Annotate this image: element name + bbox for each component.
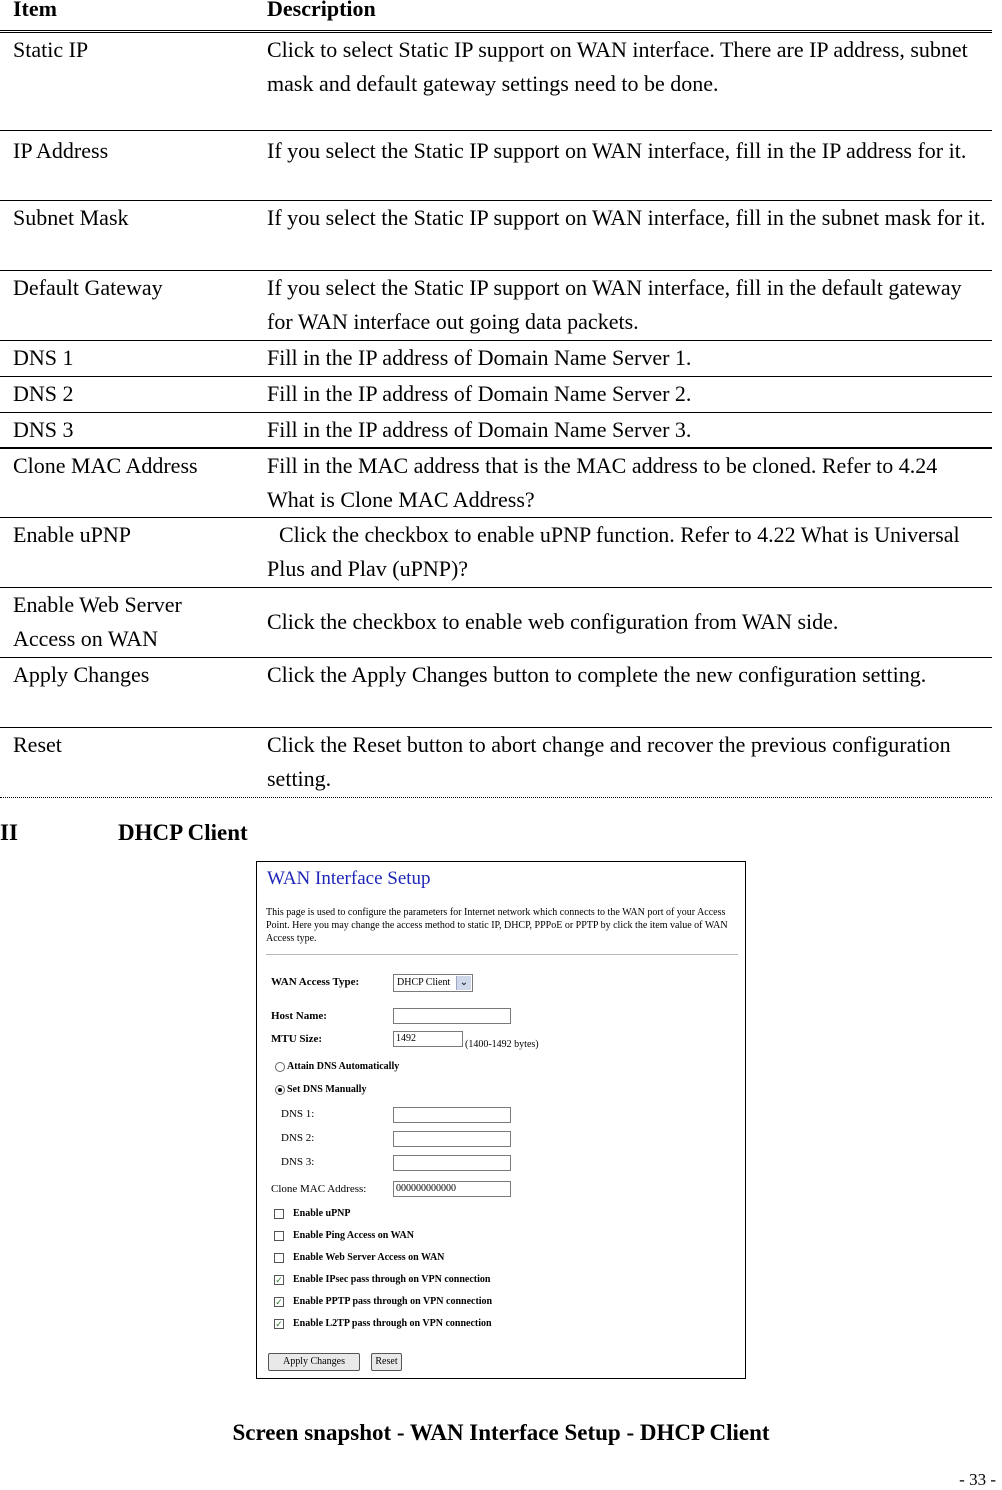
enable-web-server-checkbox[interactable] <box>274 1253 284 1263</box>
header-item: Item <box>13 0 57 21</box>
enable-ping-label: Enable Ping Access on WAN <box>293 1230 414 1241</box>
chevron-down-icon[interactable]: ⌄ <box>456 976 471 990</box>
header-description: Description <box>267 0 376 21</box>
attain-dns-label: Attain DNS Automatically <box>287 1061 400 1072</box>
row-description: Click the checkbox to enable web configuration from WAN side. <box>267 609 839 634</box>
table-row <box>0 131 992 201</box>
mtu-size-input[interactable]: 1492 <box>393 1031 463 1047</box>
apply-changes-button[interactable]: Apply Changes <box>268 1353 360 1371</box>
wan-setup-title: WAN Interface Setup <box>267 868 431 889</box>
table-header <box>0 0 992 33</box>
row-item: Clone MAC Address <box>13 453 198 478</box>
wan-setup-intro: This page is used to configure the parameters for Internet network which connects to the WAN port of your Access Point. Here you may change the access method to static IP, DHCP, PPPoE or PPTP by click the item value of WAN Access type. <box>266 907 728 944</box>
mtu-size-label: MTU Size: <box>271 1033 323 1045</box>
section-number: II <box>0 820 18 845</box>
dns1-input[interactable] <box>393 1107 511 1123</box>
row-item: Default Gateway <box>13 275 163 300</box>
row-item: DNS 1 <box>13 345 74 370</box>
row-description: Click the Apply Changes button to complete the new configuration setting. <box>267 662 927 687</box>
row-description: Fill in the IP address of Domain Name Server 2. <box>267 381 692 406</box>
wan-access-type-value: DHCP Client <box>397 977 451 988</box>
host-name-label: Host Name: <box>271 1010 327 1022</box>
set-dns-manually-label: Set DNS Manually <box>287 1084 367 1095</box>
table-row <box>0 449 992 518</box>
attain-dns-radio[interactable] <box>275 1062 285 1072</box>
table-row <box>0 341 992 377</box>
enable-l2tp-label: Enable L2TP pass through on VPN connection <box>293 1318 492 1329</box>
reset-button[interactable]: Reset <box>371 1353 402 1371</box>
enable-ipsec-label: Enable IPsec pass through on VPN connection <box>293 1274 491 1285</box>
row-description: Fill in the IP address of Domain Name Server 3. <box>267 417 692 442</box>
mtu-size-hint: (1400-1492 bytes) <box>465 1039 539 1050</box>
enable-pptp-checkbox[interactable]: ✓ <box>275 1297 283 1307</box>
row-description: Fill in the MAC address that is the MAC address to be cloned. Refer to 4.24 What is Clone MAC Address? <box>267 453 938 512</box>
page-number: - 33 - <box>959 1470 996 1489</box>
row-item: Static IP <box>13 37 89 62</box>
row-description: If you select the Static IP support on WAN interface, fill in the IP address for it. <box>267 138 967 163</box>
enable-pptp-label: Enable PPTP pass through on VPN connection <box>293 1296 493 1307</box>
table-row <box>0 33 992 131</box>
wan-access-type-select[interactable] <box>393 974 473 992</box>
row-description: Click the checkbox to enable uPNP function. Refer to 4.22 What is Universal Plus and Plav (uPNP)? <box>267 522 960 581</box>
divider <box>266 954 738 955</box>
wan-access-type-label: WAN Access Type: <box>271 976 360 988</box>
dns1-label: DNS 1: <box>281 1108 315 1120</box>
dns2-input[interactable] <box>393 1131 511 1147</box>
host-name-input[interactable] <box>393 1008 511 1024</box>
row-description: If you select the Static IP support on WAN interface, fill in the subnet mask for it. <box>267 205 986 230</box>
enable-upnp-checkbox[interactable] <box>274 1209 284 1219</box>
row-description: Click to select Static IP support on WAN interface. There are IP address, subnet mask and default gateway settings need to be done. <box>267 37 968 96</box>
figure-caption: Screen snapshot - WAN Interface Setup - DHCP Client <box>232 1420 770 1445</box>
section-title: DHCP Client <box>118 820 248 845</box>
wan-setup-screenshot <box>256 861 746 1379</box>
enable-ipsec-checkbox[interactable]: ✓ <box>275 1275 283 1285</box>
clone-mac-input[interactable]: 000000000000 <box>393 1181 511 1197</box>
dns3-label: DNS 3: <box>281 1156 315 1168</box>
clone-mac-label: Clone MAC Address: <box>271 1183 367 1195</box>
row-description: If you select the Static IP support on WAN interface, fill in the default gateway for WAN interface out going data packets. <box>267 275 962 334</box>
table-row <box>0 588 992 658</box>
table-row <box>0 728 992 798</box>
table-row <box>0 518 992 588</box>
row-item: DNS 3 <box>13 417 74 442</box>
row-item: Subnet Mask <box>13 205 129 230</box>
table-row <box>0 271 992 341</box>
enable-l2tp-checkbox[interactable]: ✓ <box>275 1319 283 1329</box>
dns3-input[interactable] <box>393 1155 511 1171</box>
table-row <box>0 201 992 271</box>
table-row <box>0 377 992 413</box>
enable-web-server-label: Enable Web Server Access on WAN <box>293 1252 445 1263</box>
enable-ping-checkbox[interactable] <box>274 1231 284 1241</box>
row-item: Enable uPNP <box>13 522 131 547</box>
row-description: Fill in the IP address of Domain Name Server 1. <box>267 345 692 370</box>
row-item: Enable Web Server Access on WAN <box>13 592 182 651</box>
table-row <box>0 413 992 449</box>
row-item: IP Address <box>13 138 109 163</box>
table-row <box>0 658 992 728</box>
row-item: Reset <box>13 732 62 757</box>
row-item: Apply Changes <box>13 662 150 687</box>
row-description: Click the Reset button to abort change and recover the previous configuration setting. <box>267 732 951 791</box>
enable-upnp-label: Enable uPNP <box>293 1208 351 1219</box>
row-item: DNS 2 <box>13 381 74 406</box>
dns2-label: DNS 2: <box>281 1132 315 1144</box>
set-dns-manually-radio[interactable] <box>275 1085 285 1095</box>
